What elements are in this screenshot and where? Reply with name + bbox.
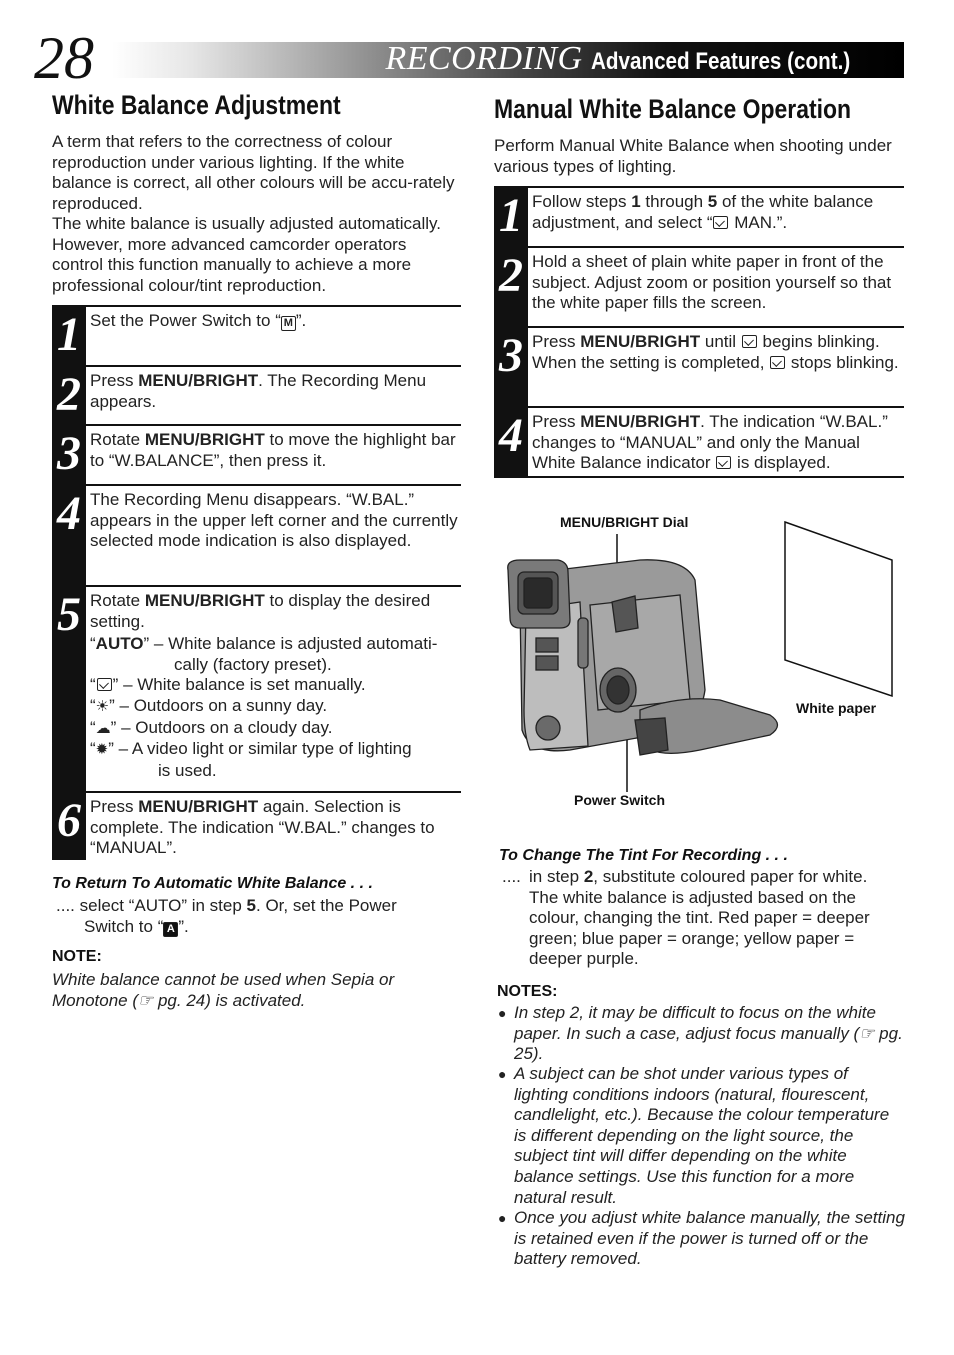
right-step-2 xyxy=(494,246,904,326)
step-number: 6 xyxy=(57,794,81,847)
manual-wb-icon xyxy=(770,356,785,369)
label-power: Power Switch xyxy=(574,792,666,808)
left-step-3 xyxy=(52,424,461,484)
step-number: 4 xyxy=(499,409,523,462)
cloud-icon: ☁ xyxy=(95,719,111,737)
return-text: .... select “AUTO” in step 5. Or, set the Power Switch to “ A ”. xyxy=(56,896,397,936)
note-item-2: ● A subject can be shot under various types of lighting conditions indoors (natural, flourescent, candlelight, etc.). Because the colour temperature is different depending on the light source, the subject tint will differ depending on the white balance settings. Use this function for a more natural result. xyxy=(498,1064,890,1207)
step-number: 1 xyxy=(57,308,81,361)
camcorder xyxy=(508,560,778,755)
step-text: Press MENU/BRIGHT until begins blinking. When the setting is completed, stops blinking. xyxy=(532,332,899,372)
step-number: 1 xyxy=(499,189,523,242)
tint-dots: .... xyxy=(502,867,521,886)
header-title xyxy=(385,40,892,78)
step-number: 3 xyxy=(499,329,523,382)
note-item-3: ● Once you adjust white balance manually, the setting is retained even if the power is turned off or the battery removed. xyxy=(498,1208,905,1269)
tint-heading: To Change The Tint For Recording . . . xyxy=(499,847,788,864)
left-section-title: White Balance Adjustment xyxy=(52,90,341,120)
right-step-3 xyxy=(494,326,904,406)
step-text: Hold a sheet of plain white paper in front of the subject. Adjust zoom or position yourself so that the white paper fills the screen. xyxy=(532,252,892,313)
step-text: The Recording Menu disappears. “W.BAL.” appears in the upper left corner and the currently selected mode indication is also displayed. xyxy=(90,490,458,551)
left-step-5 xyxy=(52,585,461,791)
left-intro-1: A term that refers to the correctness of colour reproduction under various lighting. If the white balance is correct, all other colours will be accu-rately reproduced. xyxy=(52,132,455,213)
option-sunny: “☀” – Outdoors on a sunny day. xyxy=(90,696,461,718)
option-light: “✹” – A video light or similar type of lighting xyxy=(90,739,461,761)
power-auto-icon: A xyxy=(163,922,178,937)
step-text: Press MENU/BRIGHT again. Selection is complete. The indication “W.BAL.” changes to “MANUAL”. xyxy=(90,797,435,858)
notes-heading: NOTES: xyxy=(497,983,558,1000)
manual-wb-icon xyxy=(716,456,731,469)
step-number: 3 xyxy=(57,427,81,480)
step-text: Rotate MENU/BRIGHT to move the highlight bar to “W.BALANCE”, then press it. xyxy=(90,430,456,470)
white-paper xyxy=(785,522,892,696)
note-heading: NOTE: xyxy=(52,948,102,965)
right-section-title: Manual White Balance Operation xyxy=(494,94,852,124)
right-step-4 xyxy=(494,406,904,478)
left-intro-2: The white balance is usually adjusted automatically. However, more advanced camcorder operators control this function manually to achieve a more professional colour/tint reproduction. xyxy=(52,214,442,295)
note-item-1: ● In step 2, it may be difficult to focus on the white paper. In such a case, adjust focus manually (☞ pg. 25). xyxy=(498,1003,903,1064)
right-intro: Perform Manual White Balance when shooting under various types of lighting. xyxy=(494,136,892,176)
tint-text: in step 2, substitute coloured paper for white. The white balance is adjusted based on the colour, changing the tint. Red paper = deeper green; blue paper = orange; yellow paper = deeper purple. xyxy=(529,867,870,969)
manual-wb-icon xyxy=(97,678,112,691)
step-number: 2 xyxy=(57,368,81,421)
section-subtitle: Advanced Features (cont.) xyxy=(590,48,850,75)
left-step-4 xyxy=(52,484,461,585)
label-dial: MENU/BRIGHT Dial xyxy=(560,514,689,530)
step-end-rule xyxy=(494,476,904,478)
step-number: 5 xyxy=(57,588,81,641)
right-step-1 xyxy=(494,186,904,246)
return-heading: To Return To Automatic White Balance . . . xyxy=(52,875,373,892)
manual-wb-icon xyxy=(742,335,757,348)
manual-wb-icon xyxy=(713,216,728,229)
page-number: 28 xyxy=(34,25,94,91)
step-text: Set the Power Switch to “ M ”. xyxy=(90,311,307,330)
step-number: 4 xyxy=(57,487,81,540)
step-text: Press MENU/BRIGHT. The Recording Menu appears. xyxy=(90,371,427,411)
left-step-1 xyxy=(52,305,461,365)
sun-icon: ☀ xyxy=(95,697,110,715)
step-text: Follow steps 1 through 5 of the white balance adjustment, and select “ MAN.”. xyxy=(532,192,874,232)
lamp-icon: ✹ xyxy=(95,741,109,759)
option-cloudy: “☁” – Outdoors on a cloudy day. xyxy=(90,718,461,740)
step-text: Press MENU/BRIGHT. The indication “W.BAL.” changes to “MANUAL” and only the Manual White Balance indicator is displayed. xyxy=(532,412,888,473)
option-auto: “AUTO” – White balance is adjusted automati- xyxy=(90,634,438,654)
camcorder-illustration xyxy=(500,510,900,795)
power-manual-icon: M xyxy=(281,316,296,331)
left-step-2 xyxy=(52,365,461,424)
note-text: White balance cannot be used when Sepia or Monotone (☞ pg. 24) is activated. xyxy=(52,970,395,1010)
section-name: RECORDING xyxy=(385,40,583,77)
option-manual: “ ” – White balance is set manually. xyxy=(90,675,366,695)
left-step-6 xyxy=(52,791,461,860)
step-number: 2 xyxy=(499,249,523,302)
step-text: Rotate MENU/BRIGHT to display the desired setting. “AUTO” – White balance is adjusted automati- cally (factory preset). “ ” – White balance is set manually. “☀” – Outdoors on a sunny day. “☁” – Outdoors on a cloudy day. “✹” – A video light or similar type of lighting is used. xyxy=(90,591,461,781)
label-paper: White paper xyxy=(796,700,877,716)
